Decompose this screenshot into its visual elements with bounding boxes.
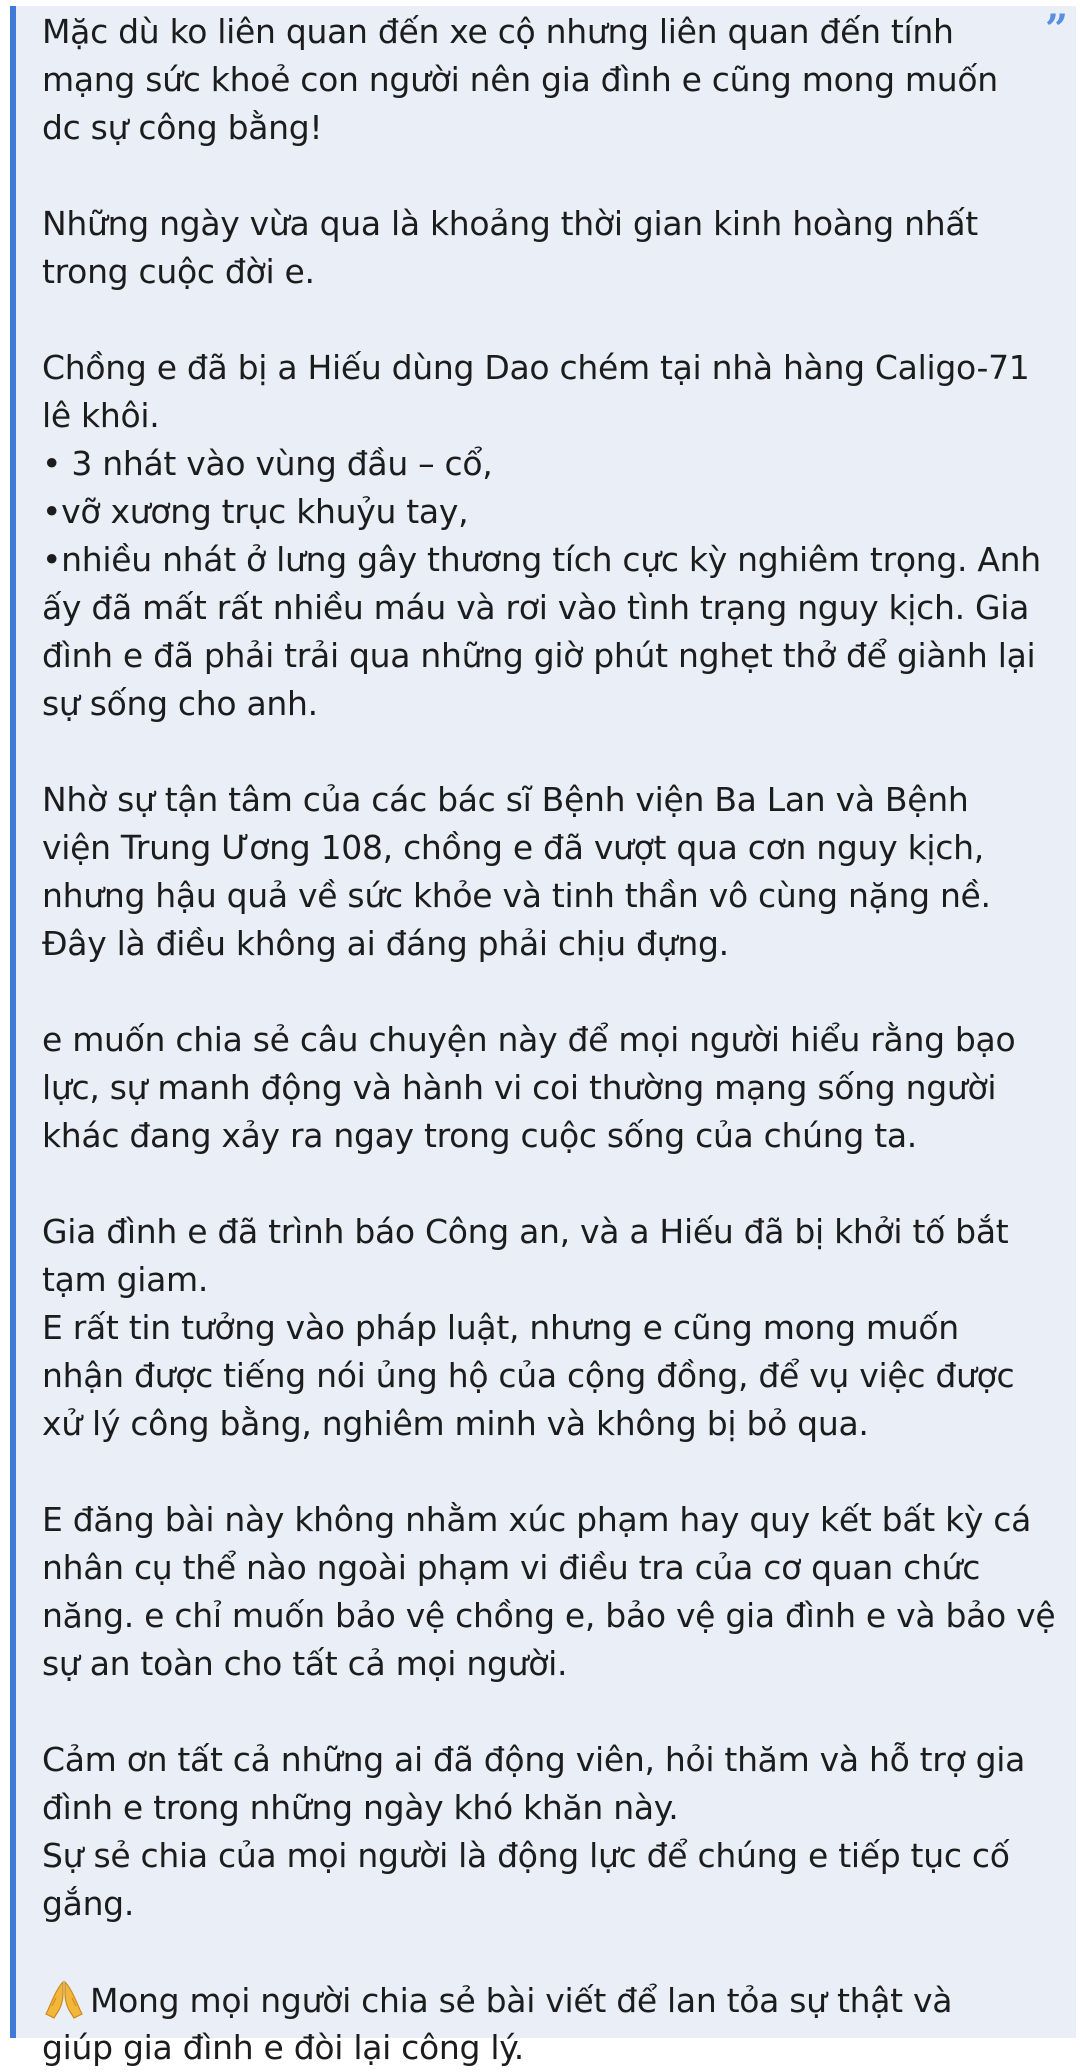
paragraph-container [42, 8, 1056, 1976]
paragraph-spacer [42, 968, 1052, 1016]
paragraph-spacer [42, 1688, 1052, 1736]
post-text [42, 8, 1056, 2072]
paragraph-line: nhưng hậu quả về sức khỏe và tinh thần vô cùng nặng nề. [42, 876, 991, 915]
paragraph-line: đình e trong những ngày khó khăn này. [42, 1788, 679, 1827]
paragraph-line: lê khôi. [42, 396, 160, 435]
paragraph-line: lực, sự manh động và hành vi coi thường mạng sống người [42, 1068, 997, 1107]
paragraph-spacer [42, 296, 1052, 344]
paragraph-line: Cảm ơn tất cả những ai đã động viên, hỏi thăm và hỗ trợ gia [42, 1740, 1026, 1779]
paragraph-spacer [42, 728, 1052, 776]
paragraph-line: Nhờ sự tận tâm của các bác sĩ Bệnh viện Ba Lan và Bệnh [42, 780, 969, 819]
paragraph-line: khác đang xảy ra ngay trong cuộc sống của chúng ta. [42, 1116, 917, 1155]
paragraph-line: dc sự công bằng! [42, 108, 323, 147]
paragraph-line: •nhiều nhát ở lưng gây thương tích cực kỳ nghiêm trọng. Anh [42, 540, 1041, 579]
paragraph-line: tạm giam. [42, 1260, 209, 1299]
paragraph-line: sự an toàn cho tất cả mọi người. [42, 1644, 568, 1683]
paragraph-line: Đây là điều không ai đáng phải chịu đựng. [42, 924, 729, 963]
paragraph-line: • 3 nhát vào vùng đầu – cổ, [42, 444, 493, 483]
paragraph-spacer [42, 1928, 1052, 1976]
paragraph-line: nhận được tiếng nói ủng hộ của cộng đồng, để vụ việc được [42, 1356, 1015, 1395]
paragraph-spacer [42, 152, 1052, 200]
paragraph-line: đình e đã phải trải qua những giờ phút nghẹt thở để giành lại [42, 636, 1036, 675]
paragraph-line: ấy đã mất rất nhiều máu và rơi vào tình trạng nguy kịch. Gia [42, 588, 1030, 627]
paragraph-line: Sự sẻ chia của mọi người là động lực để chúng e tiếp tục cố [42, 1836, 1010, 1875]
quote-mark-icon: ” [1044, 6, 1068, 53]
paragraph-line: sự sống cho anh. [42, 684, 318, 723]
closing-line-2: giúp gia đình e đòi lại công lý. [42, 2028, 524, 2067]
paragraph-line: E đăng bài này không nhằm xúc phạm hay quy kết bất kỳ cá [42, 1500, 1032, 1539]
paragraph-line: Gia đình e đã trình báo Công an, và a Hiếu đã bị khởi tố bắt [42, 1212, 1009, 1251]
paragraph-line: •vỡ xương trục khuỷu tay, [42, 492, 469, 531]
paragraph-line: E rất tin tưởng vào pháp luật, nhưng e cũng mong muốn [42, 1308, 959, 1347]
paragraph-spacer [42, 1160, 1052, 1208]
paragraph-line: gắng. [42, 1884, 135, 1923]
closing-line-1 [42, 1976, 1052, 2024]
paragraph-line: mạng sức khoẻ con người nên gia đình e cũng mong muốn [42, 60, 998, 99]
paragraph-line: năng. e chỉ muốn bảo vệ chồng e, bảo vệ gia đình e và bảo vệ [42, 1596, 1056, 1635]
quote-block [10, 6, 1076, 2067]
paragraph-line: Những ngày vừa qua là khoảng thời gian kinh hoàng nhất [42, 204, 978, 243]
paragraph-line: nhân cụ thể nào ngoài phạm vi điều tra của cơ quan chức [42, 1548, 981, 1587]
paragraph-line: xử lý công bằng, nghiêm minh và không bị bỏ qua. [42, 1404, 869, 1443]
paragraph-line: Mặc dù ko liên quan đến xe cộ nhưng liên quan đến tính [42, 12, 954, 51]
paragraph-line: trong cuộc đời e. [42, 252, 315, 291]
paragraph-line: viện Trung Ương 108, chồng e đã vượt qua cơn nguy kịch, [42, 828, 984, 867]
paragraph-line: e muốn chia sẻ câu chuyện này để mọi người hiểu rằng bạo [42, 1020, 1016, 1059]
paragraph-spacer [42, 1448, 1052, 1496]
folded-hands-icon [42, 1976, 86, 2020]
paragraph-line: Chồng e đã bị a Hiếu dùng Dao chém tại nhà hàng Caligo-71 [42, 348, 1030, 387]
closing-text-1: Mong mọi người chia sẻ bài viết để lan tỏa sự thật và [90, 1981, 953, 2020]
